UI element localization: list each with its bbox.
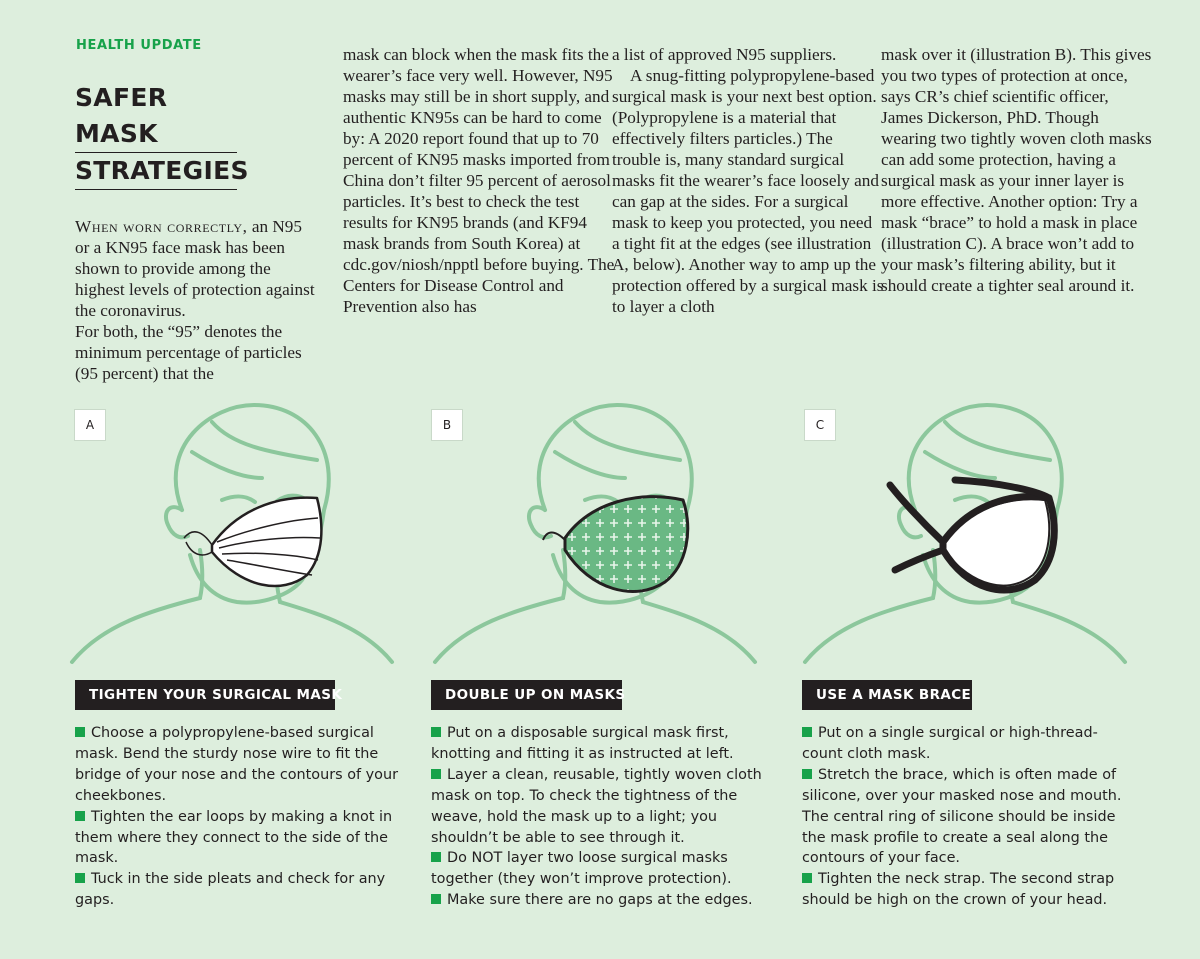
body-text-2: mask can block when the mask fits the wearer’s face very well. However, N95 masks may still be in short supply, and authentic KN95s can be hard to come by: A 2020 report found that up to 70 percent of KN95 masks imported from China don’t filter 95 percent of aerosol particles. It’s best to check the test results for KN95 brands (and KF94 mask brands from South Korea) at cdc.gov/niosh/npptl before buying. The Centers for Disease Control and Prevention also has [343,45,615,316]
mask-brace-illustration [795,390,1135,665]
title-line-1: SAFER MASK [75,80,237,153]
green-square-bullet [802,873,812,883]
green-square-bullet [431,769,441,779]
green-square-bullet [75,811,85,821]
panel-a-tips [75,723,411,911]
tip-item: Put on a disposable surgical mask first, knotting and fitting it as instructed at left. [431,725,734,762]
surgical-mask-illustration [62,390,402,665]
double-mask-illustration [425,390,765,665]
tip-item: Tuck in the side pleats and check for any gaps. [75,871,386,909]
body-text-4: mask over it (illustration B). This gives you two types of protection at once, says CR’s chief scientific officer, James Dickerson, PhD. Though wearing two tightly woven cloth masks can add some protection, having a surgical mask as your inner layer is more effective. Another option: Try a mask “brace” to hold a mask in place (illustration C). A brace won’t add to your mask’s filtering ability, but it should create a tighter seal around it. [881,45,1152,295]
green-square-bullet [802,769,812,779]
lead-in: When worn correctly, [75,217,248,236]
page-title [75,80,249,190]
tip-item: Make sure there are no gaps at the edges. [431,890,767,911]
tip-item: Put on a single surgical or high-thread-count cloth mask. [802,725,1098,762]
panel-a-header: TIGHTEN YOUR SURGICAL MASK [75,680,335,710]
panel-letter-a: A [74,409,106,441]
green-square-bullet [431,727,441,737]
title-line-2: STRATEGIES [75,153,237,190]
tip-item: Choose a polypropylene-based surgical mask. Bend the sturdy nose wire to fit the bridge of your nose and the contours of your cheekbones. [75,725,399,804]
panel-b-tips [431,723,767,911]
tip-item: Do NOT layer two loose surgical masks together (they won’t improve protection). [431,850,732,888]
panel-b-header: DOUBLE UP ON MASKS [431,680,622,710]
body-column-2 [343,44,615,317]
panel-letter-b: B [431,409,463,441]
tip-item: Layer a clean, reusable, tightly woven cloth mask on top. To check the tightness of the weave, hold the mask up to a light; you shouldn’t be able to see through it. [431,766,762,846]
body-text-3a: a list of approved N95 suppliers. [612,45,837,64]
tip-item: Stretch the brace, which is often made of silicone, over your masked nose and mouth. The central ring of silicone should be inside the mask profile to create a seal along the contours of your face. [802,766,1122,867]
panel-c-tips [802,723,1138,911]
green-square-bullet [75,727,85,737]
panel-c-header: USE A MASK BRACE [802,680,972,710]
green-square-bullet [802,727,812,737]
body-column-3 [612,44,884,317]
tip-item: Tighten the neck strap. The second strap should be high on the crown of your head. [802,871,1115,909]
green-square-bullet [431,852,441,862]
body-text-1b: For both, the “95” denotes the minimum percentage of particles (95 percent) that the [75,322,302,383]
green-square-bullet [431,894,441,904]
body-text-3b: A snug-fitting polypropylene-based surgical mask is your next best option. (Polypropylene is a material that effectively filters particles.) The trouble is, many standard surgical masks fit the wearer’s face loosely and can gap at the sides. For a surgical mask to keep you protected, you need a tight fit at the edges (see illustration A, below). Another way to amp up the protection offered by a surgical mask is to layer a cloth [612,66,884,316]
body-column-4 [881,44,1153,296]
section-kicker: HEALTH UPDATE [76,38,202,53]
tip-item: Tighten the ear loops by making a knot in them where they connect to the side of the mask. [75,808,393,867]
body-column-1 [75,216,315,384]
green-square-bullet [75,873,85,883]
panel-letter-c: C [804,409,836,441]
body-text-1a: an N95 or a KN95 face mask has been shown to provide among the highest levels of protection against the coronavirus. [75,217,315,320]
